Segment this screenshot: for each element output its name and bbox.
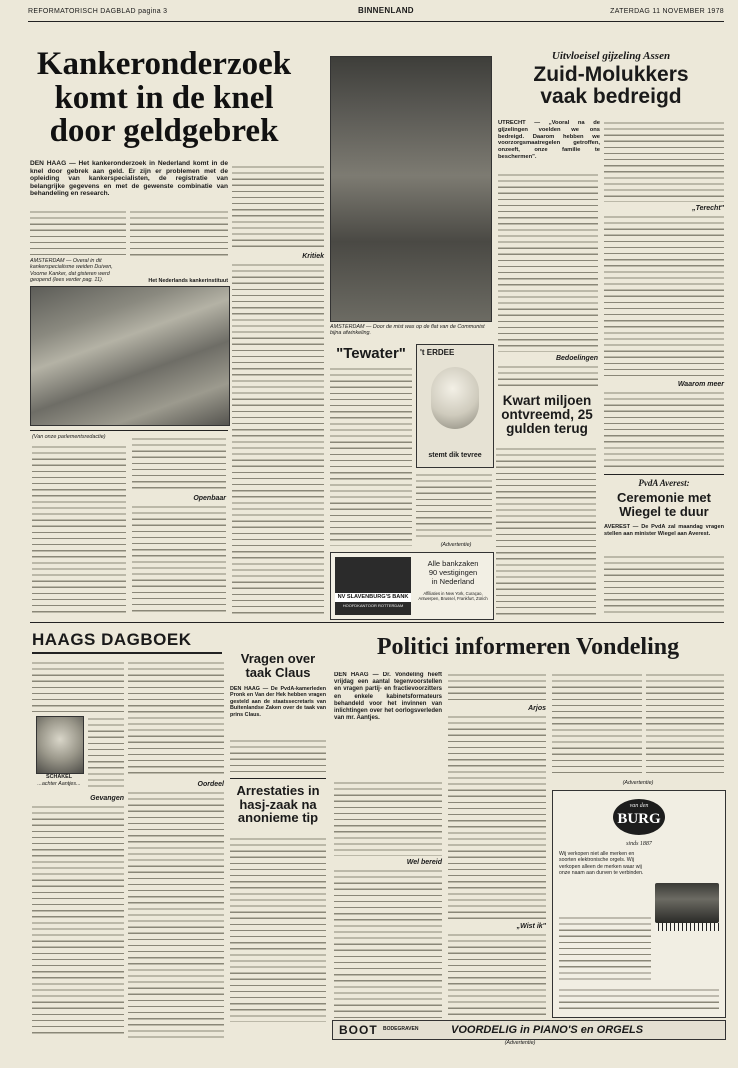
vondeling-col-2c: [448, 932, 546, 1018]
averest-headline-1: Ceremonie met: [617, 490, 711, 505]
center-photo: [330, 56, 492, 322]
subhead-arjos: Arjos: [528, 705, 546, 712]
bank-line-3: in Nederland: [431, 577, 475, 586]
vondeling-col-1a: [334, 780, 442, 856]
kwart-body: [496, 446, 596, 616]
subhead-waarom-meer: Waarom meer: [677, 381, 724, 388]
section-rule: [30, 622, 724, 623]
parliament-col-2b: [132, 504, 226, 616]
center-photo-caption: AMSTERDAM — Door de mist was op de flat van de Communist bijna afwinkeling.: [330, 324, 485, 337]
vragen-headline: [230, 652, 326, 679]
erdee-ad[interactable]: [416, 344, 494, 468]
main-body-col-1: [30, 209, 126, 255]
molukkers-body-2: [498, 364, 598, 390]
vondeling-lead: DEN HAAG — Dr. Vondeling heeft vrijdag een aantal tegenvoorstellen en vragen partij- en fractievoorzitters en enkele kabinetsformateurs behandeld voor het invinnen van inlichtingen over het oorlogsverleden van mr. Aantjes.: [334, 672, 442, 722]
subhead-openbaar: Openbaar: [193, 495, 226, 502]
bank-ad[interactable]: [330, 552, 494, 620]
vondeling-col-3: [552, 672, 642, 776]
arrestaties-body: [230, 836, 326, 1022]
burg-brands-list: [559, 915, 651, 981]
burg-brand: BURG: [617, 811, 661, 827]
molukkers-kicker: Uitvloeisel gijzeling Assen: [551, 50, 671, 62]
kwart-headline: [496, 394, 598, 437]
molukkers-headline: [498, 64, 724, 108]
burg-addresses: [559, 987, 719, 1011]
main-headline: [30, 48, 298, 149]
burg-since: sinds 1887: [626, 841, 652, 847]
averest-headline-2: Wiegel te duur: [619, 503, 709, 519]
header-date: ZATERDAG 11 NOVEMBER 1978: [610, 8, 724, 15]
molukkers-lead: UTRECHT — „Vooral na de gijzelingen voelden we ons bedreigd. Daarom hebben we voorzorgsmaatregelen getroffen, onzeeft, onze familie te beschermen".: [498, 120, 600, 160]
header-paper-name: REFORMATORISCH DAGBLAD pagina 3: [28, 8, 168, 15]
boot-slogan: VOORDELIG in PIANO'S en ORGELS: [451, 1024, 644, 1036]
header-rule: [28, 21, 724, 22]
main-headline-line-1: Kankeronderzoek: [36, 46, 292, 82]
subhead-wist-ik: „Wist ik": [516, 923, 546, 930]
bank-logo: NV SLAVENBURG'S BANK: [335, 593, 411, 602]
boot-name: BOOT: [339, 1023, 378, 1037]
main-photo-caption: AMSTERDAM — Overal in dit kankerspecialisme weiden Duiven, Voorne Kanker, dat gisteren werd geopend (lees verder pag. 11).: [30, 258, 113, 284]
main-body-col-4: [232, 262, 324, 616]
molukkers-body-1: [498, 172, 598, 352]
vondeling-col-2a: [448, 672, 546, 702]
vragen-body: [230, 738, 326, 774]
schakel-sub: ...achter Aantjes...: [37, 781, 81, 787]
bank-hq: HOOFDKANTOOR ROTTERDAM: [342, 603, 404, 608]
vragen-rule: [230, 778, 326, 779]
vondeling-col-4: [646, 672, 724, 776]
averest-headline: [604, 491, 724, 518]
vondeling-col-1b: [334, 868, 442, 1018]
vondeling-col-2b: [448, 714, 546, 920]
boot-ad[interactable]: [332, 1020, 726, 1040]
subhead-bedoelingen: Bedoelingen: [555, 355, 598, 362]
main-photo: [30, 286, 230, 426]
boot-town: BODEGRAVEN: [383, 1026, 419, 1032]
erdee-slogan: stemt dik tevree: [428, 452, 482, 459]
erdee-face-illustration: [431, 367, 479, 429]
molukkers-body-4: [604, 214, 724, 378]
dagboek-col-1c: [32, 804, 124, 1038]
parliament-col-2a: [132, 436, 226, 492]
tewater-headline: "Tewater": [336, 345, 406, 362]
header-section: BINNENLAND: [358, 6, 414, 15]
bank-ad-label: (Advertentie): [440, 542, 472, 548]
kwart-headline-1: Kwart miljoen: [502, 393, 592, 408]
subhead-oordeel: Oordeel: [197, 781, 224, 788]
bank-ad-text: [417, 559, 489, 586]
main-body-col-2: [130, 209, 228, 259]
burg-logo: [553, 797, 725, 839]
main-lead: DEN HAAG — Het kankeronderzoek in Nederland komt in de knel door gebrek aan geld. Er zijn er problemen met de opleiding van kankerspecialisten, de registratie van belangrijke gegevens en met de gewenste combinatie van behandeling en research.: [30, 160, 228, 198]
burg-brand-pre: van den: [629, 803, 649, 809]
molukkers-body-5: [604, 390, 724, 470]
organ-keys: [655, 923, 719, 931]
schakel-name: SCHAKEL: [45, 774, 73, 780]
arrestaties-headline-1: Arrestaties in: [236, 783, 320, 798]
haags-dagboek-title: HAAGS DAGBOEK: [32, 630, 222, 654]
averest-rule: [604, 474, 724, 475]
burg-ad-label: (Advertentie): [622, 780, 654, 786]
main-headline-line-2: komt in de knel: [54, 79, 274, 116]
schakel-photo: [36, 716, 84, 774]
molukkers-body-3: [604, 120, 724, 202]
vragen-lead: DEN HAAG — De PvdA-kamerleden Pronk en Van der Hek hebben vragen gesteld aan de staatssecretaris van Buitenlandse Zaken over de taak van prins Claus.: [230, 686, 326, 718]
arrestaties-headline-3: anonieme tip: [237, 810, 319, 826]
averest-kicker: PvdA Averest:: [638, 478, 690, 488]
eindhoven-body: [416, 472, 492, 540]
averest-lead: AVEREST — De PvdA zal maandag vragen stellen aan minister Wiegel aan Averest.: [604, 524, 724, 537]
burg-ad[interactable]: [552, 790, 726, 1018]
vragen-headline-1: Vragen over: [240, 651, 316, 666]
subhead-terecht: „Terecht": [692, 205, 724, 212]
boot-ad-label: (Advertentie): [504, 1040, 536, 1046]
dagboek-col-2b: [128, 790, 224, 1038]
kwart-headline-2: ontvreemd, 25: [501, 407, 593, 423]
subhead-gevangen: Gevangen: [90, 795, 124, 802]
molukkers-headline-1: Zuid-Molukkers: [533, 63, 689, 86]
molukkers-headline-2: vaak bedreigd: [540, 85, 682, 109]
dagboek-col-2a: [128, 660, 224, 778]
parliament-kicker: (Van onze parlementsredactie): [32, 434, 106, 440]
organ-illustration: [655, 883, 719, 923]
burg-text: Wij verkopen niet alle merken en soorten elektronische orgels. Wij verkopen alleen de merken waar wij onze naam aan durven te verbinden.: [559, 851, 644, 877]
main-body-col-3: [232, 164, 324, 250]
dagboek-col-1a: [32, 660, 124, 712]
subhead-kritiek: Kritiek: [302, 253, 324, 260]
dagboek-col-1b: [88, 716, 124, 788]
arrestaties-headline-2: hasj-zaak na: [239, 796, 317, 812]
vondeling-headline: Politici informeren Vondeling: [376, 634, 680, 660]
column-rule: [30, 430, 228, 431]
bank-line-2: 90 vestigingen: [428, 568, 478, 577]
arrestaties-headline: [230, 784, 326, 825]
page-header: [28, 6, 724, 20]
parliament-col-1: [32, 444, 126, 616]
bank-cities: Affiliaties in New York, Curaçao, Antwerpen, Brussel, Frankfurt, Zürich: [418, 591, 488, 601]
main-source: Het Nederlands kankerinstituut: [148, 278, 228, 284]
main-headline-line-3: door geldgebrek: [49, 113, 279, 150]
erdee-tag: 't ERDEE: [420, 348, 455, 357]
bank-line-1: Alle bankzaken: [427, 559, 479, 568]
averest-body: [604, 554, 724, 616]
vragen-headline-2: taak Claus: [245, 664, 311, 680]
kwart-headline-3: gulden terug: [506, 421, 588, 437]
subhead-wel-bereid: Wel bereid: [406, 859, 442, 866]
tewater-body: [330, 366, 412, 546]
